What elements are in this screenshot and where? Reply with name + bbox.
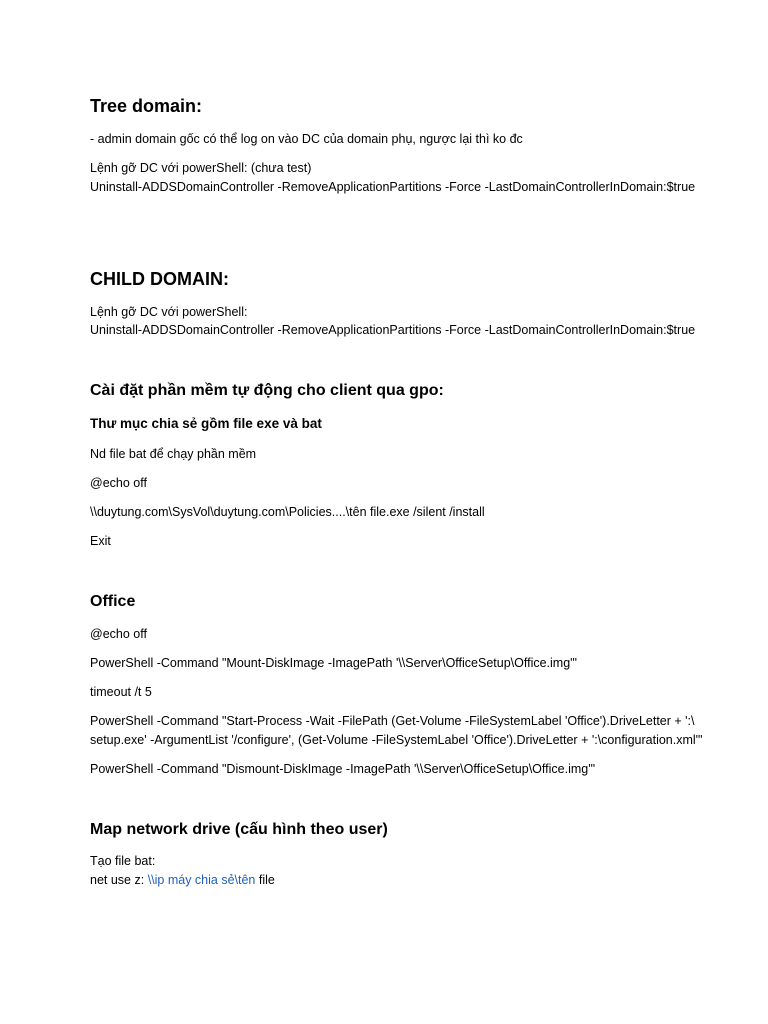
office-heading: Office [90, 593, 136, 610]
child-domain-command: Uninstall-ADDSDomainController -RemoveApplicationPartitions -Force -LastDomainControllerInDomain:$true [90, 323, 696, 337]
office-line-4a: PowerShell -Command "Start-Process -Wait -FilePath (Get-Volume -FileSystemLabel 'Office').DriveLetter + ':\ [90, 714, 695, 728]
gpo-heading: Cài đặt phần mềm tự động cho client qua gpo: [90, 382, 444, 399]
office-line-4b: setup.exe' -ArgumentList '/configure', (Get-Volume -FileSystemLabel 'Office').DriveLetter + ':\configuration.xml'" [90, 733, 703, 747]
office-line-2: PowerShell -Command "Mount-DiskImage -ImagePath '\\Server\OfficeSetup\Office.img'" [90, 656, 577, 670]
map-drive-line-1: Tạo file bat: [90, 854, 156, 868]
gpo-line-3: \\duytung.com\SysVol\duytung.com\Policies....\tên file.exe /silent /install [90, 505, 485, 519]
gpo-line-4: Exit [90, 534, 111, 548]
map-drive-line-2 [90, 871, 275, 889]
gpo-line-2: @echo off [90, 476, 147, 490]
tree-domain-line-1: - admin domain gốc có thể log on vào DC của domain phụ, ngược lại thì ko đc [90, 132, 523, 146]
tree-domain-heading: Tree domain: [90, 96, 203, 116]
tree-domain-line-2: Lệnh gỡ DC với powerShell: (chưa test) [90, 161, 312, 175]
office-line-1: @echo off [90, 627, 147, 641]
tree-domain-command: Uninstall-ADDSDomainController -RemoveApplicationPartitions -Force -LastDomainControllerInDomain:$true [90, 180, 696, 194]
map-drive-heading: Map network drive (cấu hình theo user) [90, 821, 388, 838]
map-drive-share-link[interactable]: \\ip máy chia sẻ\tên [147, 873, 256, 887]
map-drive-command-suffix: file [255, 873, 275, 887]
gpo-subheading: Thư mục chia sẻ gồm file exe và bat [90, 416, 322, 431]
child-domain-line-1: Lệnh gỡ DC với powerShell: [90, 305, 248, 319]
child-domain-heading: CHILD DOMAIN: [90, 269, 229, 289]
map-drive-command-prefix: net use z: [90, 873, 148, 887]
gpo-line-1: Nd file bat để chạy phần mềm [90, 447, 257, 461]
office-line-3: timeout /t 5 [90, 685, 152, 699]
office-line-5: PowerShell -Command "Dismount-DiskImage -ImagePath '\\Server\OfficeSetup\Office.img'" [90, 762, 596, 776]
